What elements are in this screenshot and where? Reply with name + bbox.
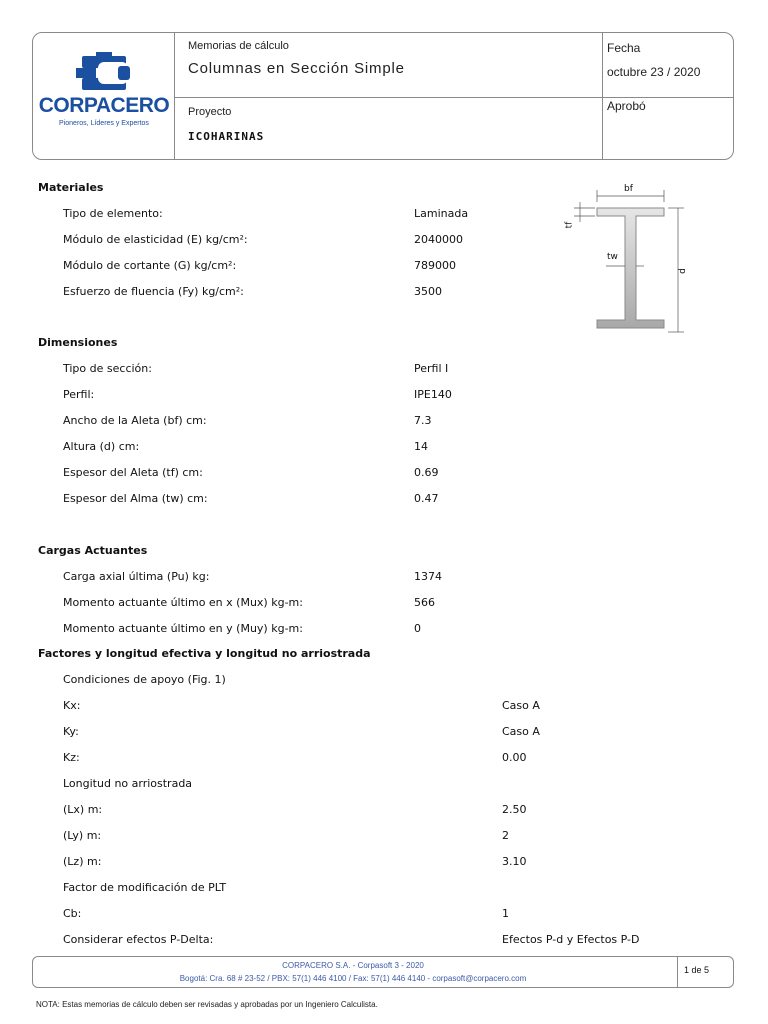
row-label: (Lz) m: — [63, 855, 102, 868]
row-label: Espesor del Alma (tw) cm: — [63, 492, 208, 505]
tw-label: tw — [607, 252, 618, 262]
row-value: 1374 — [414, 570, 442, 583]
row-value: 0.69 — [414, 466, 439, 479]
section-title-dimensiones: Dimensiones — [38, 336, 118, 349]
aprobo-label: Aprobó — [607, 99, 646, 113]
fecha-value: octubre 23 / 2020 — [607, 65, 701, 79]
row-label: Tipo de sección: — [63, 362, 152, 375]
row-label: Tipo de elemento: — [63, 207, 163, 220]
section-title-materiales: Materiales — [38, 181, 104, 194]
row-value: 2.50 — [502, 803, 527, 816]
bf-label: bf — [624, 184, 633, 194]
logo-mark-icon — [36, 48, 172, 92]
row-label: Altura (d) cm: — [63, 440, 140, 453]
footer-company: CORPACERO S.A. - Corpasoft 3 - 2020 — [282, 961, 424, 970]
row-label: Ky: — [63, 725, 79, 738]
row-value: Caso A — [502, 725, 540, 738]
row-value: 2040000 — [414, 233, 463, 246]
row-value: Laminada — [414, 207, 469, 220]
document-footer — [32, 956, 734, 988]
company-logo — [36, 48, 172, 148]
row-label: (Lx) m: — [63, 803, 103, 816]
footer-note: NOTA: Estas memorias de cálculo deben ser revisadas y aprobadas por un Ingeniero Calculista. — [36, 1000, 378, 1009]
row-label: Longitud no arriostrada — [63, 777, 193, 790]
row-label: Módulo de cortante (G) kg/cm²: — [63, 259, 237, 272]
row-label: Factor de modificación de PLT — [63, 881, 227, 894]
logo-tagline: Pioneros, Líderes y Expertos — [59, 120, 149, 127]
header-divider — [174, 33, 175, 159]
row-value: 3.10 — [502, 855, 527, 868]
row-value: 789000 — [414, 259, 456, 272]
row-label: Momento actuante último en y (Muy) kg-m: — [63, 622, 303, 635]
row-value: 0.47 — [414, 492, 439, 505]
row-label: Ancho de la Aleta (bf) cm: — [63, 414, 207, 427]
d-label: d — [677, 268, 688, 274]
section-title-factores: Factores y longitud efectiva y longitud no arriostrada — [38, 647, 371, 660]
row-value: 2 — [502, 829, 509, 842]
header-divider — [174, 97, 733, 98]
footer-divider — [677, 957, 678, 987]
row-label: Esfuerzo de fluencia (Fy) kg/cm²: — [63, 285, 244, 298]
row-label: Momento actuante último en x (Mux) kg-m: — [63, 596, 303, 609]
memorias-label: Memorias de cálculo — [188, 40, 289, 52]
ibeam-diagram-icon — [560, 180, 700, 340]
row-label: (Ly) m: — [63, 829, 102, 842]
row-label: Cb: — [63, 907, 82, 920]
row-label: Carga axial última (Pu) kg: — [63, 570, 210, 583]
proyecto-value: ICOHARINAS — [188, 130, 265, 143]
row-value: Caso A — [502, 699, 540, 712]
tf-label: tf — [564, 221, 575, 229]
section-title-cargas: Cargas Actuantes — [38, 544, 148, 557]
row-label: Condiciones de apoyo (Fig. 1) — [63, 673, 226, 686]
row-value: 0 — [414, 622, 421, 635]
proyecto-label: Proyecto — [188, 106, 232, 118]
section-diagram — [560, 180, 700, 340]
row-value: 3500 — [414, 285, 442, 298]
logo-wordmark: CORPACERO — [38, 94, 170, 117]
row-value: 0.00 — [502, 751, 527, 764]
document-title: Columnas en Sección Simple — [188, 60, 405, 77]
header-divider — [602, 33, 603, 159]
footer-address: Bogotá: Cra. 68 # 23-52 / PBX: 57(1) 446 4100 / Fax: 57(1) 446 4140 - corpasoft@corpacero.com — [179, 974, 527, 983]
row-label: Kz: — [63, 751, 80, 764]
page-number: 1 de 5 — [683, 965, 709, 975]
row-label: Considerar efectos P-Delta: — [63, 933, 214, 946]
row-value: 566 — [414, 596, 435, 609]
row-value: Efectos P-d y Efectos P-D — [502, 933, 640, 946]
row-value: 1 — [502, 907, 509, 920]
row-value: Perfil I — [414, 362, 449, 375]
row-label: Espesor del Aleta (tf) cm: — [63, 466, 203, 479]
row-value: 14 — [414, 440, 428, 453]
row-value: 7.3 — [414, 414, 432, 427]
row-label: Perfil: — [63, 388, 95, 401]
row-label: Kx: — [63, 699, 81, 712]
fecha-label: Fecha — [607, 41, 641, 55]
row-value: IPE140 — [414, 388, 452, 401]
row-label: Módulo de elasticidad (E) kg/cm²: — [63, 233, 248, 246]
